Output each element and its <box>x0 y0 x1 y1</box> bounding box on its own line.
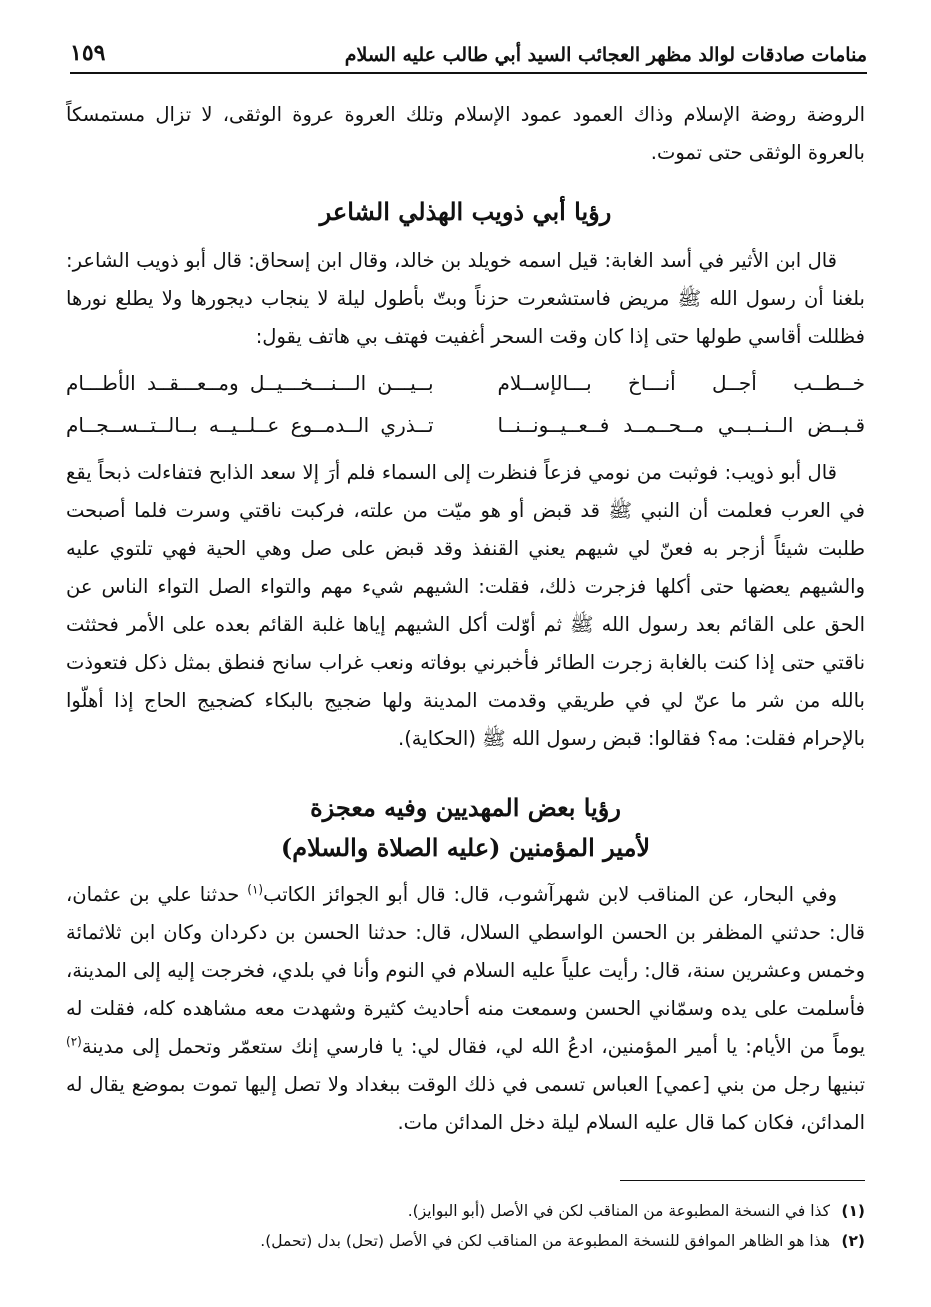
poem-verse <box>66 404 865 446</box>
footnote-2 <box>66 1226 865 1256</box>
footnote-number: (٢) <box>841 1232 865 1250</box>
poem <box>66 362 865 446</box>
bihar-text-3: تبنيها رجل من بني [عمي] العباس تسمى في ذلك الوقت ببغداد ولا تصل إليها تموت بموضع يقال له المدائن، فكان كما قال عليه السلام ليلة دخل المدائن مات. <box>66 1073 865 1134</box>
bihar-text-2: حدثنا علي بن عثمان، قال: حدثني المظفر بن الحسن الواسطي السلال، قال: حدثنا الحسن بن دكردان وكان ابن ثلاثمائة وخمس وعشرين سنة، قال: رأيت علياً عليه السلام في النوم وأنا في بلدي، فخرجت إليه إلى المدينة، فأسلمت على يده وسمّاني الحسن وسمعت منه أحاديث كثيرة وشهدت معه مشاهده كله، فقلت له يوماً من الأيام: يا أمير المؤمنين، ادعُ الله لي، فقال لي: يا فارسي إنك ستعمّر وتحمل إلى مدينة <box>66 883 865 1058</box>
page-number: ١٥٩ <box>70 40 106 66</box>
footnote-number: (١) <box>841 1202 865 1220</box>
footnote-divider <box>620 1180 865 1181</box>
page-body <box>66 96 865 1142</box>
intro-paragraph: الروضة روضة الإسلام وذاك العمود عمود الإسلام وتلك العروة عروة الوثقى، لا تزال مستمسكاً بالعروة الوثقى حتى تموت. <box>66 103 865 164</box>
footnote-marker-1: (١) <box>247 882 264 897</box>
paragraph-abu-dhuayb-account: قال أبو ذويب: فوثبت من نومي فزعاً فنظرت إلى السماء فلم أرَ إلا سعد الذابح فتفاءلت ذبحاً يقع في العرب فعلمت أن النبي ﷺ قد قبض أو هو ميّت من علته، فركبت ناقتي وسرت فلما أصبحت طلبت شيئاً أزجر به فعنّ لي شيهم يعني القنفذ وقد قبض على صل وهي الحية فهي تلتوي عليه والشيهم يعضها حتى أكلها فزجرت ذلك، فقلت: الشيهم شيء مهم والتواء الصل التواء الناس عن الحق على القائم بعد رسول الله ﷺ ثم أوّلت أكل الشيهم إياها غلبة القائم بعده على الأمر فحثثت ناقتي حتى إذا كنت بالغابة زجرت الطائر فأخبرني بوفاته ونعب غراب سانح فنطق بمثل ذكل فتعوذت بالله من شر ما عنّ لي في طريقي وقدمت المدينة ولها ضجيج بالبكاء كضجيج الحاج إذا أهلّوا بالإحرام فقلت: مه؟ فقالوا: قبض رسول الله ﷺ (الحكاية). <box>66 461 865 750</box>
paragraph-bihar <box>66 876 865 1142</box>
hemistich-first: خــطــب أجــل أنـــاخ بـــالإســلام <box>497 371 865 395</box>
footnote-text: كذا في النسخة المطبوعة من المناقب لكن في الأصل (أبو البوايز). <box>407 1202 831 1220</box>
section-title-line2: لأمير المؤمنين (عليه الصلاة والسلام) <box>280 833 651 862</box>
poem-verse <box>66 362 865 404</box>
footnote-1 <box>66 1196 865 1226</box>
footnote-text: هذا هو الظاهر الموافق للنسخة المطبوعة من المناقب لكن في الأصل (تحل) بدل (تحمل). <box>260 1232 831 1250</box>
page-header <box>70 34 867 74</box>
footnotes <box>66 1196 865 1256</box>
hemistich-second: بــيـــن الـــنـــخـــيــل ومــعـــقــد الأطـــام <box>66 371 434 395</box>
footnote-marker-2: (٢) <box>66 1034 82 1049</box>
section-title-line1: رؤيا بعض المهديين وفيه معجزة <box>310 793 621 822</box>
bihar-text-1: وفي البحار، عن المناقب لابن شهرآشوب، قال: قال أبو الجوائز الكاتب <box>263 883 837 906</box>
hemistich-second: تــذري الــدمــوع عــلــيــه بــالــتــســجــام <box>66 413 434 437</box>
paragraph-ibn-athir: قال ابن الأثير في أسد الغابة: قيل اسمه خويلد بن خالد، وقال ابن إسحاق: قال أبو ذويب الشاعر: بلغنا أن رسول الله ﷺ مريض فاستشعرت حزناً وبتّ بأطول ليلة لا ينجاب ديجورها ولا يطلع نورها فظللت أقاسي طولها حتى إذا كان وقت السحر أغفيت فهتف بي هاتف يقول: <box>66 249 865 348</box>
running-title: منامات صادقات لوالد مظهر العجائب السيد أبي طالب عليه السلام <box>344 44 867 66</box>
hemistich-first: قـبــض الــنــبــي مــحــمــد فــعــيــونــنــا <box>497 413 865 437</box>
section-title-abu-dhuayb: رؤيا أبي ذويب الهذلي الشاعر <box>319 197 612 226</box>
